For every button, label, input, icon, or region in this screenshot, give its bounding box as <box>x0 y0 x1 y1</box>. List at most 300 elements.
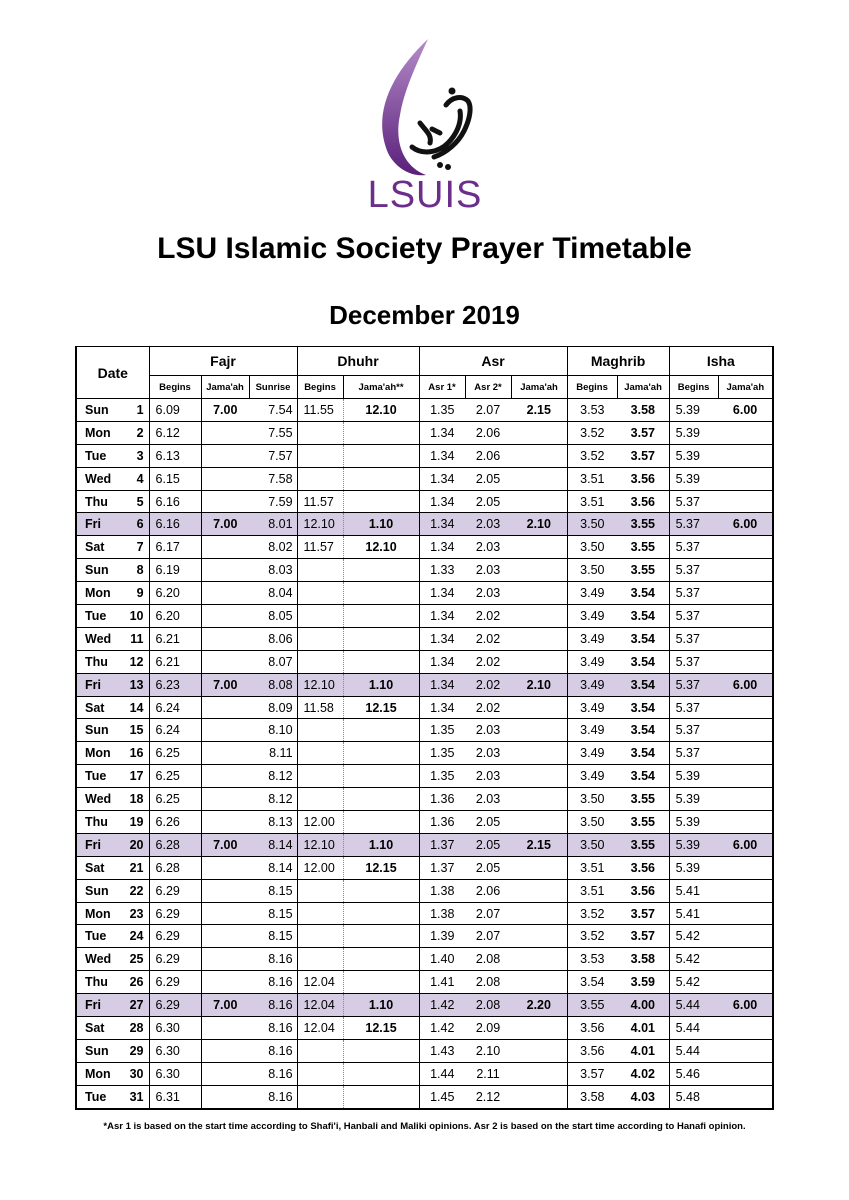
day-cell: Fri <box>76 833 121 856</box>
dhuhr-jamaah-cell <box>343 719 419 742</box>
maghrib-jamaah-cell: 4.01 <box>617 1017 669 1040</box>
fajr-begins-cell: 6.25 <box>149 742 201 765</box>
date-cell: 19 <box>121 811 149 834</box>
asr2-cell: 2.05 <box>465 833 511 856</box>
table-row <box>76 650 773 673</box>
maghrib-begins-cell: 3.49 <box>567 582 617 605</box>
day-cell: Fri <box>76 994 121 1017</box>
asr1-cell: 1.42 <box>419 994 465 1017</box>
day-cell: Mon <box>76 1062 121 1085</box>
date-cell: 16 <box>121 742 149 765</box>
fajr-jamaah-cell <box>201 627 249 650</box>
fajr-begins-cell: 6.25 <box>149 765 201 788</box>
asr2-cell: 2.07 <box>465 399 511 422</box>
asr-jamaah-cell: 2.15 <box>511 833 567 856</box>
fajr-jamaah-cell: 7.00 <box>201 673 249 696</box>
dhuhr-begins-cell: 12.04 <box>297 994 343 1017</box>
fajr-begins-cell: 6.28 <box>149 833 201 856</box>
maghrib-begins-cell: 3.49 <box>567 742 617 765</box>
maghrib-jamaah-cell: 3.54 <box>617 696 669 719</box>
fajr-begins-cell: 6.26 <box>149 811 201 834</box>
fajr-jamaah-cell <box>201 925 249 948</box>
date-cell: 14 <box>121 696 149 719</box>
sunrise-cell: 8.15 <box>249 925 297 948</box>
maghrib-begins-cell: 3.50 <box>567 513 617 536</box>
day-cell: Sun <box>76 1039 121 1062</box>
dhuhr-jamaah-cell <box>343 650 419 673</box>
isha-jamaah-cell <box>718 1062 773 1085</box>
asr1-cell: 1.41 <box>419 971 465 994</box>
isha-jamaah-cell <box>718 605 773 628</box>
isha-jamaah-cell <box>718 559 773 582</box>
asr-jamaah-cell <box>511 742 567 765</box>
fajr-jamaah-cell <box>201 1039 249 1062</box>
day-cell: Mon <box>76 902 121 925</box>
maghrib-jamaah-cell: 3.54 <box>617 627 669 650</box>
date-cell: 20 <box>121 833 149 856</box>
isha-begins-cell: 5.41 <box>669 879 718 902</box>
dhuhr-begins-cell <box>297 788 343 811</box>
table-row <box>76 971 773 994</box>
dhuhr-begins-cell <box>297 879 343 902</box>
maghrib-begins-cell: 3.54 <box>567 971 617 994</box>
maghrib-jamaah-cell: 3.59 <box>617 971 669 994</box>
maghrib-jamaah-cell: 3.55 <box>617 788 669 811</box>
date-cell: 23 <box>121 902 149 925</box>
date-cell: 27 <box>121 994 149 1017</box>
fajr-jamaah-cell <box>201 948 249 971</box>
asr-jamaah-cell <box>511 948 567 971</box>
table-row <box>76 788 773 811</box>
asr-jamaah-cell: 2.10 <box>511 513 567 536</box>
maghrib-jamaah-cell: 3.56 <box>617 856 669 879</box>
asr2-cell: 2.03 <box>465 582 511 605</box>
dhuhr-jamaah-cell: 1.10 <box>343 513 419 536</box>
asr1-cell: 1.33 <box>419 559 465 582</box>
dhuhr-jamaah-cell: 1.10 <box>343 673 419 696</box>
day-cell: Sun <box>76 719 121 742</box>
fajr-jamaah-cell: 7.00 <box>201 833 249 856</box>
dhuhr-jamaah-cell <box>343 559 419 582</box>
isha-jamaah-cell <box>718 444 773 467</box>
isha-jamaah-cell <box>718 490 773 513</box>
maghrib-begins-cell: 3.51 <box>567 879 617 902</box>
date-cell: 3 <box>121 444 149 467</box>
fajr-begins-cell: 6.29 <box>149 971 201 994</box>
table-row <box>76 742 773 765</box>
asr1-cell: 1.43 <box>419 1039 465 1062</box>
page-subtitle: December 2019 <box>329 300 520 330</box>
sunrise-cell: 8.16 <box>249 1062 297 1085</box>
fajr-begins-cell: 6.29 <box>149 948 201 971</box>
asr2-cell: 2.05 <box>465 856 511 879</box>
fajr-begins-cell: 6.21 <box>149 627 201 650</box>
lsuis-logo <box>360 35 490 215</box>
maghrib-jamaah-cell: 3.54 <box>617 605 669 628</box>
table-row <box>76 536 773 559</box>
dhuhr-jamaah-cell <box>343 879 419 902</box>
asr1-header: Asr 1* <box>419 376 465 399</box>
fajr-jamaah-cell <box>201 788 249 811</box>
maghrib-jamaah-cell: 3.54 <box>617 719 669 742</box>
sunrise-cell: 7.54 <box>249 399 297 422</box>
isha-jamaah-cell <box>718 421 773 444</box>
sunrise-cell: 8.12 <box>249 765 297 788</box>
dhuhr-jamaah-cell: 12.15 <box>343 696 419 719</box>
table-row <box>76 1039 773 1062</box>
asr-jamaah-cell <box>511 421 567 444</box>
table-row <box>76 879 773 902</box>
isha-jamaah-cell <box>718 719 773 742</box>
date-cell: 22 <box>121 879 149 902</box>
fajr-jamaah-cell <box>201 879 249 902</box>
fajr-jamaah-cell <box>201 536 249 559</box>
asr1-cell: 1.36 <box>419 811 465 834</box>
asr-jamaah-cell <box>511 444 567 467</box>
date-cell: 12 <box>121 650 149 673</box>
asr-jamaah-cell <box>511 856 567 879</box>
isha-jamaah-cell: 6.00 <box>718 513 773 536</box>
dhuhr-jamaah-cell <box>343 421 419 444</box>
dhuhr-begins-cell <box>297 650 343 673</box>
dhuhr-jamaah-cell <box>343 627 419 650</box>
isha-jamaah-cell: 6.00 <box>718 673 773 696</box>
isha-begins-cell: 5.39 <box>669 765 718 788</box>
fajr-jamaah-cell <box>201 719 249 742</box>
isha-jamaah-cell <box>718 696 773 719</box>
asr2-cell: 2.10 <box>465 1039 511 1062</box>
asr1-cell: 1.38 <box>419 902 465 925</box>
sunrise-cell: 8.07 <box>249 650 297 673</box>
fajr-begins-cell: 6.30 <box>149 1062 201 1085</box>
isha-jamaah-cell <box>718 650 773 673</box>
fajr-jamaah-cell <box>201 490 249 513</box>
day-cell: Tue <box>76 765 121 788</box>
footnote: *Asr 1 is based on the start time according to Shafi'i, Hanbali and Maliki opinions. Asr 2 is based on the start time according to Hanafi opinion. <box>103 1121 746 1132</box>
asr-jamaah-cell <box>511 788 567 811</box>
asr1-cell: 1.34 <box>419 444 465 467</box>
dhuhr-jamaah-cell: 12.15 <box>343 856 419 879</box>
asr1-cell: 1.35 <box>419 399 465 422</box>
fajr-begins-header: Begins <box>149 376 201 399</box>
dhuhr-jamaah-cell <box>343 788 419 811</box>
asr2-cell: 2.02 <box>465 696 511 719</box>
dhuhr-begins-cell: 12.04 <box>297 1017 343 1040</box>
maghrib-begins-cell: 3.49 <box>567 605 617 628</box>
sunrise-cell: 8.10 <box>249 719 297 742</box>
fajr-begins-cell: 6.29 <box>149 879 201 902</box>
sunrise-cell: 8.02 <box>249 536 297 559</box>
date-header: Date <box>76 347 149 399</box>
asr2-cell: 2.02 <box>465 627 511 650</box>
isha-begins-cell: 5.37 <box>669 627 718 650</box>
maghrib-header: Maghrib <box>567 347 669 376</box>
asr2-cell: 2.03 <box>465 513 511 536</box>
maghrib-begins-cell: 3.52 <box>567 902 617 925</box>
asr1-cell: 1.34 <box>419 490 465 513</box>
asr1-cell: 1.34 <box>419 467 465 490</box>
asr2-cell: 2.03 <box>465 788 511 811</box>
maghrib-jamaah-cell: 3.57 <box>617 902 669 925</box>
maghrib-begins-cell: 3.50 <box>567 833 617 856</box>
dhuhr-begins-cell <box>297 421 343 444</box>
sunrise-cell: 8.12 <box>249 788 297 811</box>
date-cell: 1 <box>121 399 149 422</box>
fajr-jamaah-cell <box>201 765 249 788</box>
dhuhr-jamaah-cell <box>343 605 419 628</box>
sunrise-cell: 8.08 <box>249 673 297 696</box>
asr-jamaah-cell <box>511 925 567 948</box>
dhuhr-begins-cell <box>297 742 343 765</box>
asr2-cell: 2.03 <box>465 536 511 559</box>
day-cell: Tue <box>76 1085 121 1108</box>
isha-begins-cell: 5.39 <box>669 788 718 811</box>
dhuhr-jamaah-cell <box>343 1039 419 1062</box>
table-row <box>76 627 773 650</box>
isha-begins-cell: 5.37 <box>669 490 718 513</box>
dhuhr-begins-cell <box>297 1085 343 1108</box>
asr1-cell: 1.40 <box>419 948 465 971</box>
fajr-jamaah-cell: 7.00 <box>201 994 249 1017</box>
maghrib-jamaah-cell: 3.55 <box>617 513 669 536</box>
maghrib-begins-cell: 3.51 <box>567 467 617 490</box>
maghrib-jamaah-cell: 3.54 <box>617 673 669 696</box>
table-row <box>76 948 773 971</box>
isha-begins-cell: 5.41 <box>669 902 718 925</box>
fajr-jamaah-cell <box>201 421 249 444</box>
table-row <box>76 421 773 444</box>
day-cell: Thu <box>76 971 121 994</box>
table-row <box>76 833 773 856</box>
table-row <box>76 856 773 879</box>
dhuhr-begins-cell <box>297 902 343 925</box>
maghrib-jamaah-cell: 3.57 <box>617 444 669 467</box>
day-cell: Sat <box>76 1017 121 1040</box>
isha-jamaah-cell <box>718 811 773 834</box>
table-row <box>76 1085 773 1108</box>
asr1-cell: 1.35 <box>419 719 465 742</box>
isha-begins-cell: 5.37 <box>669 650 718 673</box>
day-cell: Thu <box>76 490 121 513</box>
asr1-cell: 1.37 <box>419 833 465 856</box>
asr-jamaah-cell <box>511 879 567 902</box>
sunrise-header: Sunrise <box>249 376 297 399</box>
day-cell: Sat <box>76 536 121 559</box>
isha-jamaah-cell <box>718 467 773 490</box>
table-row <box>76 513 773 536</box>
sunrise-cell: 8.15 <box>249 879 297 902</box>
asr-jamaah-cell: 2.10 <box>511 673 567 696</box>
maghrib-jamaah-cell: 3.54 <box>617 650 669 673</box>
maghrib-begins-cell: 3.51 <box>567 856 617 879</box>
maghrib-begins-cell: 3.50 <box>567 811 617 834</box>
asr-jamaah-cell <box>511 559 567 582</box>
day-cell: Wed <box>76 788 121 811</box>
maghrib-begins-cell: 3.51 <box>567 490 617 513</box>
maghrib-begins-cell: 3.49 <box>567 765 617 788</box>
maghrib-jamaah-header: Jama'ah <box>617 376 669 399</box>
dhuhr-begins-cell <box>297 925 343 948</box>
sunrise-cell: 8.11 <box>249 742 297 765</box>
date-cell: 28 <box>121 1017 149 1040</box>
sunrise-cell: 8.16 <box>249 1039 297 1062</box>
dhuhr-jamaah-cell <box>343 1085 419 1108</box>
asr-jamaah-cell <box>511 650 567 673</box>
isha-jamaah-cell <box>718 788 773 811</box>
asr1-cell: 1.34 <box>419 421 465 444</box>
fajr-begins-cell: 6.25 <box>149 788 201 811</box>
isha-jamaah-cell <box>718 856 773 879</box>
sunrise-cell: 8.16 <box>249 948 297 971</box>
isha-begins-cell: 5.39 <box>669 444 718 467</box>
fajr-jamaah-cell <box>201 559 249 582</box>
isha-jamaah-cell <box>718 902 773 925</box>
fajr-jamaah-cell <box>201 696 249 719</box>
maghrib-jamaah-cell: 4.01 <box>617 1039 669 1062</box>
isha-jamaah-cell: 6.00 <box>718 399 773 422</box>
maghrib-begins-cell: 3.52 <box>567 421 617 444</box>
isha-jamaah-cell <box>718 1039 773 1062</box>
asr1-cell: 1.34 <box>419 627 465 650</box>
isha-begins-cell: 5.39 <box>669 399 718 422</box>
asr1-cell: 1.34 <box>419 605 465 628</box>
dhuhr-jamaah-cell <box>343 811 419 834</box>
page-title: LSU Islamic Society Prayer Timetable <box>157 232 692 265</box>
fajr-begins-cell: 6.09 <box>149 399 201 422</box>
asr1-cell: 1.35 <box>419 765 465 788</box>
prayer-timetable <box>75 346 774 1110</box>
sunrise-cell: 8.14 <box>249 833 297 856</box>
dhuhr-begins-cell: 12.10 <box>297 833 343 856</box>
isha-begins-cell: 5.37 <box>669 742 718 765</box>
maghrib-begins-cell: 3.56 <box>567 1017 617 1040</box>
sunrise-cell: 8.16 <box>249 1085 297 1108</box>
maghrib-jamaah-cell: 4.00 <box>617 994 669 1017</box>
date-cell: 2 <box>121 421 149 444</box>
asr-jamaah-cell <box>511 1062 567 1085</box>
asr2-header: Asr 2* <box>465 376 511 399</box>
fajr-header: Fajr <box>149 347 297 376</box>
date-cell: 8 <box>121 559 149 582</box>
isha-jamaah-cell <box>718 1085 773 1108</box>
dhuhr-begins-cell <box>297 765 343 788</box>
dhuhr-jamaah-cell <box>343 582 419 605</box>
asr1-cell: 1.42 <box>419 1017 465 1040</box>
maghrib-jamaah-cell: 3.55 <box>617 833 669 856</box>
maghrib-begins-cell: 3.49 <box>567 627 617 650</box>
maghrib-begins-cell: 3.53 <box>567 399 617 422</box>
asr2-cell: 2.06 <box>465 421 511 444</box>
fajr-begins-cell: 6.29 <box>149 902 201 925</box>
fajr-begins-cell: 6.29 <box>149 925 201 948</box>
isha-begins-cell: 5.42 <box>669 925 718 948</box>
fajr-jamaah-cell <box>201 811 249 834</box>
dhuhr-begins-cell <box>297 948 343 971</box>
maghrib-jamaah-cell: 3.57 <box>617 925 669 948</box>
fajr-jamaah-cell: 7.00 <box>201 399 249 422</box>
asr2-cell: 2.11 <box>465 1062 511 1085</box>
maghrib-begins-cell: 3.49 <box>567 650 617 673</box>
dhuhr-jamaah-cell: 12.15 <box>343 1017 419 1040</box>
dhuhr-begins-cell <box>297 467 343 490</box>
day-cell: Wed <box>76 467 121 490</box>
dhuhr-jamaah-cell <box>343 925 419 948</box>
table-row <box>76 559 773 582</box>
date-cell: 17 <box>121 765 149 788</box>
table-row <box>76 765 773 788</box>
dhuhr-begins-cell: 11.55 <box>297 399 343 422</box>
asr2-cell: 2.06 <box>465 444 511 467</box>
maghrib-begins-cell: 3.58 <box>567 1085 617 1108</box>
asr2-cell: 2.05 <box>465 467 511 490</box>
maghrib-jamaah-cell: 3.54 <box>617 765 669 788</box>
fajr-jamaah-cell <box>201 444 249 467</box>
dhuhr-jamaah-cell <box>343 765 419 788</box>
dhuhr-jamaah-cell <box>343 444 419 467</box>
day-cell: Sat <box>76 856 121 879</box>
asr2-cell: 2.07 <box>465 902 511 925</box>
asr1-cell: 1.39 <box>419 925 465 948</box>
day-cell: Tue <box>76 444 121 467</box>
isha-jamaah-cell <box>718 971 773 994</box>
asr1-cell: 1.34 <box>419 673 465 696</box>
fajr-jamaah-cell: 7.00 <box>201 513 249 536</box>
dhuhr-jamaah-cell: 1.10 <box>343 833 419 856</box>
dhuhr-begins-cell: 12.00 <box>297 856 343 879</box>
asr2-cell: 2.08 <box>465 971 511 994</box>
isha-begins-cell: 5.37 <box>669 673 718 696</box>
sunrise-cell: 7.55 <box>249 421 297 444</box>
date-cell: 29 <box>121 1039 149 1062</box>
dhuhr-header: Dhuhr <box>297 347 419 376</box>
isha-header: Isha <box>669 347 773 376</box>
fajr-begins-cell: 6.23 <box>149 673 201 696</box>
isha-jamaah-cell <box>718 925 773 948</box>
date-cell: 24 <box>121 925 149 948</box>
asr-jamaah-cell: 2.15 <box>511 399 567 422</box>
date-cell: 30 <box>121 1062 149 1085</box>
asr1-cell: 1.35 <box>419 742 465 765</box>
day-cell: Sun <box>76 399 121 422</box>
isha-begins-cell: 5.39 <box>669 833 718 856</box>
asr-jamaah-cell <box>511 490 567 513</box>
sunrise-cell: 7.59 <box>249 490 297 513</box>
fajr-begins-cell: 6.12 <box>149 421 201 444</box>
maghrib-jamaah-cell: 3.56 <box>617 467 669 490</box>
fajr-begins-cell: 6.29 <box>149 994 201 1017</box>
day-cell: Mon <box>76 421 121 444</box>
isha-begins-cell: 5.44 <box>669 1039 718 1062</box>
day-cell: Fri <box>76 513 121 536</box>
isha-jamaah-cell: 6.00 <box>718 833 773 856</box>
fajr-begins-cell: 6.13 <box>149 444 201 467</box>
isha-begins-cell: 5.44 <box>669 1017 718 1040</box>
isha-jamaah-cell <box>718 627 773 650</box>
dhuhr-jamaah-cell <box>343 902 419 925</box>
day-cell: Sun <box>76 879 121 902</box>
asr-jamaah-cell <box>511 582 567 605</box>
dhuhr-jamaah-cell: 12.10 <box>343 399 419 422</box>
date-cell: 10 <box>121 605 149 628</box>
fajr-begins-cell: 6.24 <box>149 719 201 742</box>
asr-jamaah-cell <box>511 605 567 628</box>
fajr-begins-cell: 6.28 <box>149 856 201 879</box>
isha-begins-cell: 5.39 <box>669 421 718 444</box>
maghrib-begins-cell: 3.50 <box>567 559 617 582</box>
day-cell: Tue <box>76 925 121 948</box>
dhuhr-jamaah-cell <box>343 948 419 971</box>
isha-jamaah-cell <box>718 1017 773 1040</box>
